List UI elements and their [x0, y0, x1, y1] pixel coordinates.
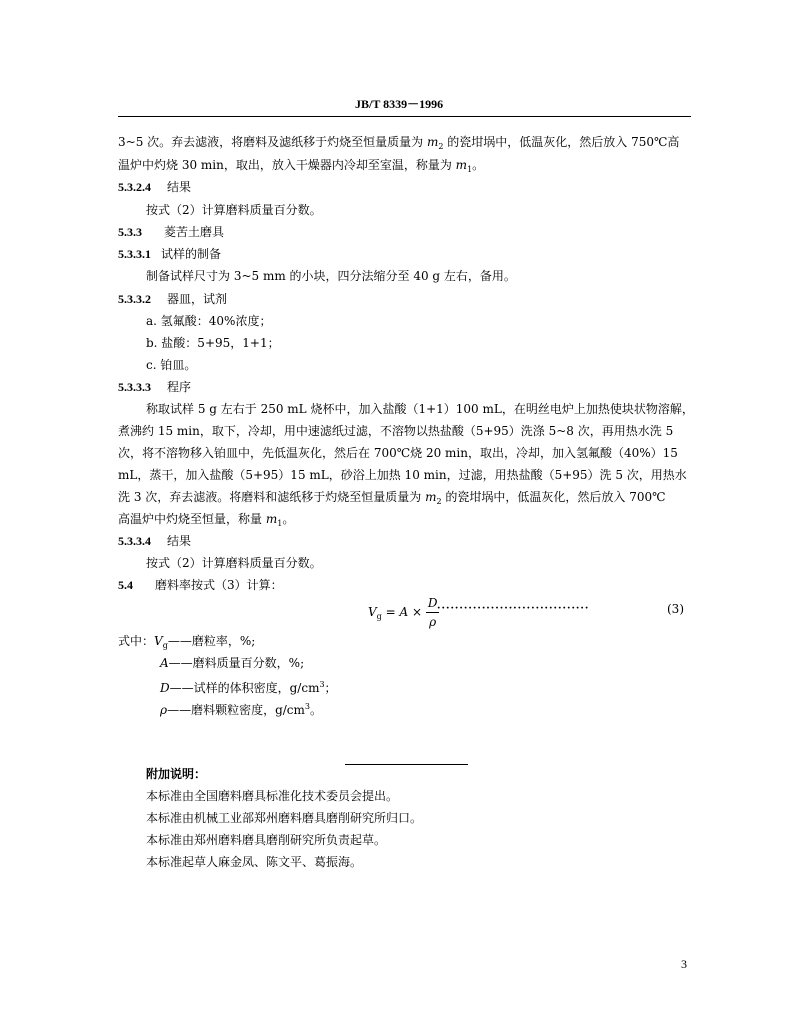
where-line: A——磨料质量百分数，%;	[160, 656, 305, 670]
note-line: 本标准由全国磨料磨具标准化技术委员会提出。	[146, 789, 399, 803]
paragraph-line: 煮沸约 15 min，取下，冷却，用中速滤纸过滤，不溶物以热盐酸（5+95）洗涤 5~8 次，再用热水洗 5	[118, 424, 674, 438]
notes-title: 附加说明：	[146, 767, 207, 781]
formula-fraction: $\frac{D}{\rho}$	[427, 596, 438, 629]
section-heading: 5.3.3.1 试样的制备	[118, 247, 222, 261]
paragraph-line: 洗 3 次，弃去滤液。将磨料和滤纸移于灼烧至恒量质量为 $m_2$ 的瓷坩埚中，低温灰化，然后放入 700℃	[118, 490, 666, 506]
paragraph-line: 3~5 次。弃去滤液，将磨料及滤纸移于灼烧至恒量质量为 $m_2$ 的瓷坩埚中，低温灰化，然后放入 750℃高	[118, 135, 680, 151]
section-heading: 5.3.3.2 器皿，试剂	[118, 292, 228, 306]
paragraph-line: 高温炉中灼烧至恒量，称量 $m_1$。	[118, 512, 295, 528]
list-item: b. 盐酸：5+95，1+1；	[146, 336, 280, 350]
where-line: D——试样的体积密度，$g/cm^3$；	[160, 680, 337, 695]
paragraph-line: 次，将不溶物移入铂皿中，先低温灰化，然后在 700℃烧 20 min，取出，冷却，加入氢氟酸（40%）15	[118, 446, 678, 460]
formula-leader-dots: ··································	[437, 603, 590, 614]
section-heading: 5.3.3.3 程序	[118, 380, 192, 394]
section-heading: 5.4 磨料率按式（3）计算：	[118, 578, 283, 592]
paragraph-line: 按式（2）计算磨料质量百分数。	[146, 203, 322, 217]
standard-code-header: JB/T 8339－1996	[355, 97, 444, 111]
where-line: ρ——磨料颗粒密度，$g/cm^3$。	[160, 702, 322, 717]
page-number: 3	[681, 957, 687, 971]
list-item: a. 氢氟酸：40%浓度；	[146, 314, 272, 328]
paragraph-line: 称取试样 5 g 左右于 250 mL 烧杯中，加入盐酸（1+1）100 mL，在明丝电炉上加热使块状物溶解，	[146, 402, 694, 416]
note-line: 本标准由机械工业部郑州磨料磨具磨削研究所归口。	[146, 811, 423, 825]
paragraph-line: mL，蒸干，加入盐酸（5+95）15 mL，砂浴上加热 10 min，过滤，用热盐酸（5+95）洗 5 次，用热水	[118, 468, 687, 482]
paragraph-line: 按式（2）计算磨料质量百分数。	[146, 556, 322, 570]
paragraph-line: 温炉中灼烧 30 min，取出，放入干燥器内冷却至室温，称量为 $m_1$。	[118, 158, 485, 174]
paragraph-line: 制备试样尺寸为 3~5 mm 的小块，四分法缩分至 40 g 左右，备用。	[146, 269, 516, 283]
where-line: 式中：$V_g——$磨粒率，%;	[118, 634, 256, 650]
note-line: 本标准起草人麻金凤、陈文平、葛振海。	[146, 855, 363, 869]
section-heading: 5.3.3.4 结果	[118, 534, 192, 548]
formula: $V_g = A$ × $\frac{D}{\rho}$	[368, 596, 438, 629]
section-heading: 5.3.2.4 结果	[118, 180, 192, 194]
section-heading: 5.3.3 菱苦土磨具	[118, 225, 225, 239]
header-rule	[118, 116, 691, 117]
formula-number: (3)	[667, 602, 684, 616]
note-line: 本标准由郑州磨料磨具磨削研究所负责起草。	[146, 833, 387, 847]
list-item: c. 铂皿。	[146, 358, 197, 372]
section-separator	[345, 764, 468, 765]
